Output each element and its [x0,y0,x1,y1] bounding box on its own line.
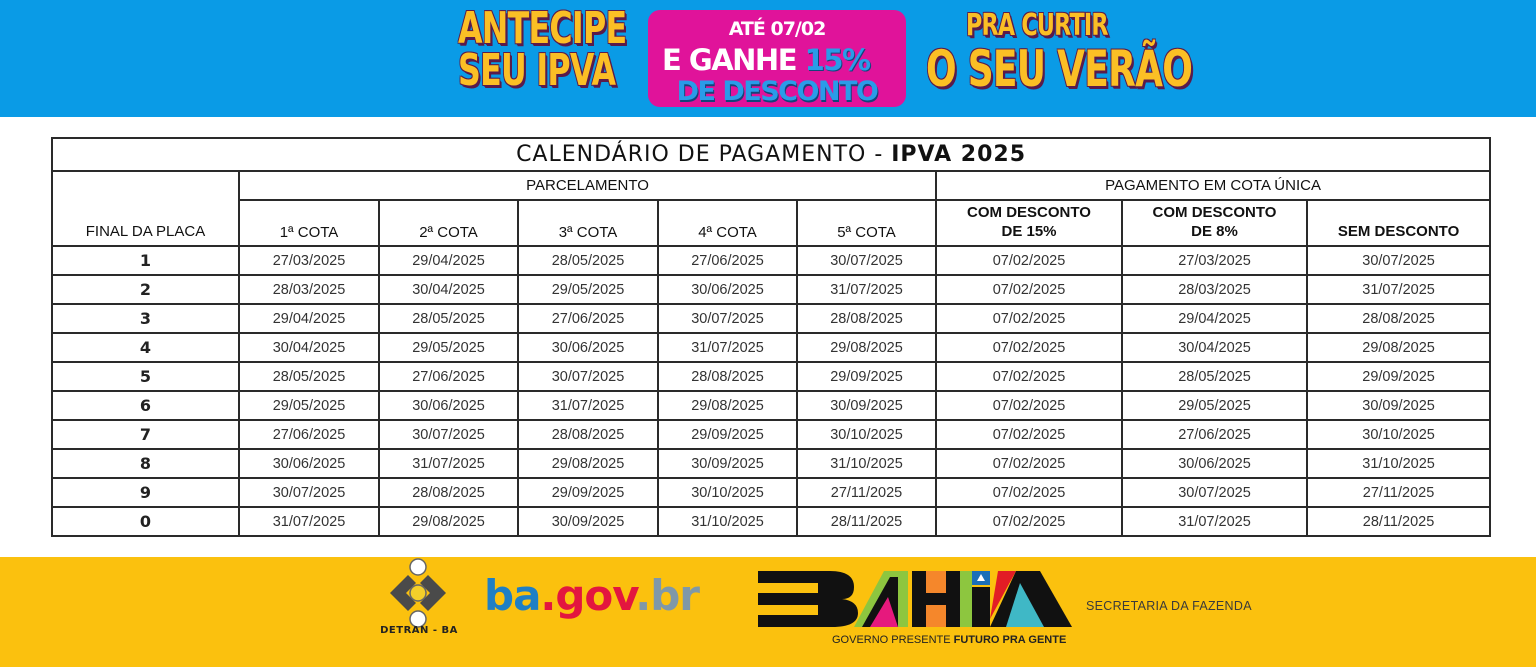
cota-date: 31/07/2025 [239,507,379,536]
headline-antecipe [458,3,627,96]
unica-date: 28/03/2025 [1122,275,1307,304]
cota-date: 30/07/2025 [797,246,936,275]
unica-date: 30/10/2025 [1307,420,1490,449]
footer-logos [0,557,1536,667]
plate-digit: 3 [52,304,239,333]
headline-pra-curtir: PRA CURTIR [966,8,1108,43]
headline-line: ANTECIPE [458,3,627,54]
headline-line: SEU IPVA [458,44,616,96]
cota-date: 30/09/2025 [518,507,658,536]
ba-gov-br-logo [484,571,699,620]
plate-digit: 9 [52,478,239,507]
group-header-cota-unica: PAGAMENTO EM COTA ÚNICA [936,171,1490,200]
tagline-regular: GOVERNO PRESENTE [832,634,954,646]
table-row [52,391,1490,420]
header-line: COM DESCONTO [1152,204,1277,221]
table-row [52,246,1490,275]
cota-date: 29/08/2025 [797,333,936,362]
table-row [52,362,1490,391]
cota-date: 30/04/2025 [379,275,518,304]
unica-date: 27/11/2025 [1307,478,1490,507]
cota-date: 27/03/2025 [239,246,379,275]
unica-date: 07/02/2025 [936,449,1122,478]
cota-date: 28/03/2025 [239,275,379,304]
table-row [52,333,1490,362]
unica-date: 07/02/2025 [936,304,1122,333]
cota-date: 31/07/2025 [658,333,797,362]
cota-date: 29/08/2025 [518,449,658,478]
unica-date: 07/02/2025 [936,275,1122,304]
cota-date: 29/09/2025 [658,420,797,449]
secretaria-label: SECRETARIA DA FAZENDA [1086,599,1252,613]
unica-date: 07/02/2025 [936,362,1122,391]
unica-date: 29/05/2025 [1122,391,1307,420]
table-row [52,304,1490,333]
promo-deadline: ATÉ 07/02 [728,18,826,40]
cota-date: 29/05/2025 [239,391,379,420]
cota-date: 27/06/2025 [379,362,518,391]
cota-date: 28/08/2025 [379,478,518,507]
column-header-3a-cota: 3ª COTA [518,200,658,246]
table-row [52,275,1490,304]
table-row [52,449,1490,478]
table-row [52,507,1490,536]
cota-date: 27/06/2025 [658,246,797,275]
cota-date: 28/08/2025 [518,420,658,449]
cota-date: 30/07/2025 [518,362,658,391]
cota-date: 28/11/2025 [797,507,936,536]
cota-date: 29/05/2025 [518,275,658,304]
unica-date: 31/10/2025 [1307,449,1490,478]
column-header-1a-cota: 1ª COTA [239,200,379,246]
unica-date: 07/02/2025 [936,333,1122,362]
plate-digit: 5 [52,362,239,391]
unica-date: 29/04/2025 [1122,304,1307,333]
column-header-4a-cota: 4ª COTA [658,200,797,246]
column-header-desconto-15 [936,200,1122,246]
table-row [52,478,1490,507]
column-header-5a-cota: 5ª COTA [797,200,936,246]
unica-date: 27/06/2025 [1122,420,1307,449]
cota-date: 29/08/2025 [379,507,518,536]
unica-date: 29/09/2025 [1307,362,1490,391]
bagov-part: .br [635,571,699,620]
group-header-parcelamento: PARCELAMENTO [239,171,936,200]
plate-digit: 8 [52,449,239,478]
unica-date: 28/08/2025 [1307,304,1490,333]
table-title-bold: IPVA 2025 [891,142,1027,167]
column-header-desconto-8 [1122,200,1307,246]
cota-date: 29/09/2025 [797,362,936,391]
unica-date: 28/11/2025 [1307,507,1490,536]
plate-digit: 2 [52,275,239,304]
plate-digit: 6 [52,391,239,420]
cota-date: 30/06/2025 [379,391,518,420]
header-line: DE 15% [1001,223,1057,240]
cota-date: 30/07/2025 [239,478,379,507]
unica-date: 07/02/2025 [936,420,1122,449]
unica-date: 31/07/2025 [1307,275,1490,304]
cota-date: 31/07/2025 [797,275,936,304]
cota-date: 27/06/2025 [239,420,379,449]
cota-date: 28/08/2025 [797,304,936,333]
unica-date: 30/04/2025 [1122,333,1307,362]
cota-date: 30/07/2025 [658,304,797,333]
cota-date: 29/04/2025 [239,304,379,333]
unica-date: 07/02/2025 [936,507,1122,536]
unica-date: 30/07/2025 [1307,246,1490,275]
unica-date: 30/09/2025 [1307,391,1490,420]
bagov-part: .gov [540,571,636,620]
unica-date: 07/02/2025 [936,391,1122,420]
unica-date: 07/02/2025 [936,246,1122,275]
plate-digit: 0 [52,507,239,536]
column-header-final-da-placa: FINAL DA PLACA [52,171,239,246]
ipva-payment-calendar-table [51,137,1491,537]
cota-date: 28/08/2025 [658,362,797,391]
cota-date: 30/07/2025 [379,420,518,449]
promo-banner [0,0,1536,117]
cota-date: 30/10/2025 [658,478,797,507]
promo-offer-prefix: E GANHE [662,43,805,77]
plate-digit: 7 [52,420,239,449]
unica-date: 07/02/2025 [936,478,1122,507]
cota-date: 30/06/2025 [518,333,658,362]
table-title-regular: CALENDÁRIO DE PAGAMENTO - [516,142,892,167]
unica-date: 30/06/2025 [1122,449,1307,478]
headline-seu-verao: O SEU VERÃO [926,40,1193,98]
table-row [52,420,1490,449]
table-title [52,138,1490,171]
column-header-sem-desconto: SEM DESCONTO [1307,200,1490,246]
cota-date: 30/09/2025 [797,391,936,420]
cota-date: 30/04/2025 [239,333,379,362]
bahia-tagline [832,634,1066,646]
promo-percentage: 15% [804,43,870,77]
cota-date: 27/11/2025 [797,478,936,507]
cota-date: 31/10/2025 [658,507,797,536]
cota-date: 28/05/2025 [518,246,658,275]
cota-date: 28/05/2025 [239,362,379,391]
cota-date: 28/05/2025 [379,304,518,333]
column-header-2a-cota: 2ª COTA [379,200,518,246]
tagline-bold: FUTURO PRA GENTE [953,634,1067,646]
discount-promo-box [648,10,906,107]
cota-date: 31/10/2025 [797,449,936,478]
cota-date: 29/09/2025 [518,478,658,507]
unica-date: 27/03/2025 [1122,246,1307,275]
header-line: DE 8% [1191,223,1238,240]
cota-date: 27/06/2025 [518,304,658,333]
header-line: COM DESCONTO [967,204,1091,221]
promo-offer [662,43,870,77]
cota-date: 29/08/2025 [658,391,797,420]
detran-label: DETRAN - BA [380,625,458,636]
cota-date: 30/09/2025 [658,449,797,478]
cota-date: 31/07/2025 [379,449,518,478]
cota-date: 31/07/2025 [518,391,658,420]
cota-date: 30/06/2025 [658,275,797,304]
unica-date: 30/07/2025 [1122,478,1307,507]
cota-date: 29/05/2025 [379,333,518,362]
bagov-part: ba [484,571,541,620]
plate-digit: 1 [52,246,239,275]
unica-date: 31/07/2025 [1122,507,1307,536]
unica-date: 28/05/2025 [1122,362,1307,391]
cota-date: 29/04/2025 [379,246,518,275]
promo-discount-label: DE DESCONTO [676,76,878,107]
cota-date: 30/10/2025 [797,420,936,449]
plate-digit: 4 [52,333,239,362]
bahia-government-logo-icon [758,569,1076,629]
cota-date: 30/06/2025 [239,449,379,478]
unica-date: 29/08/2025 [1307,333,1490,362]
